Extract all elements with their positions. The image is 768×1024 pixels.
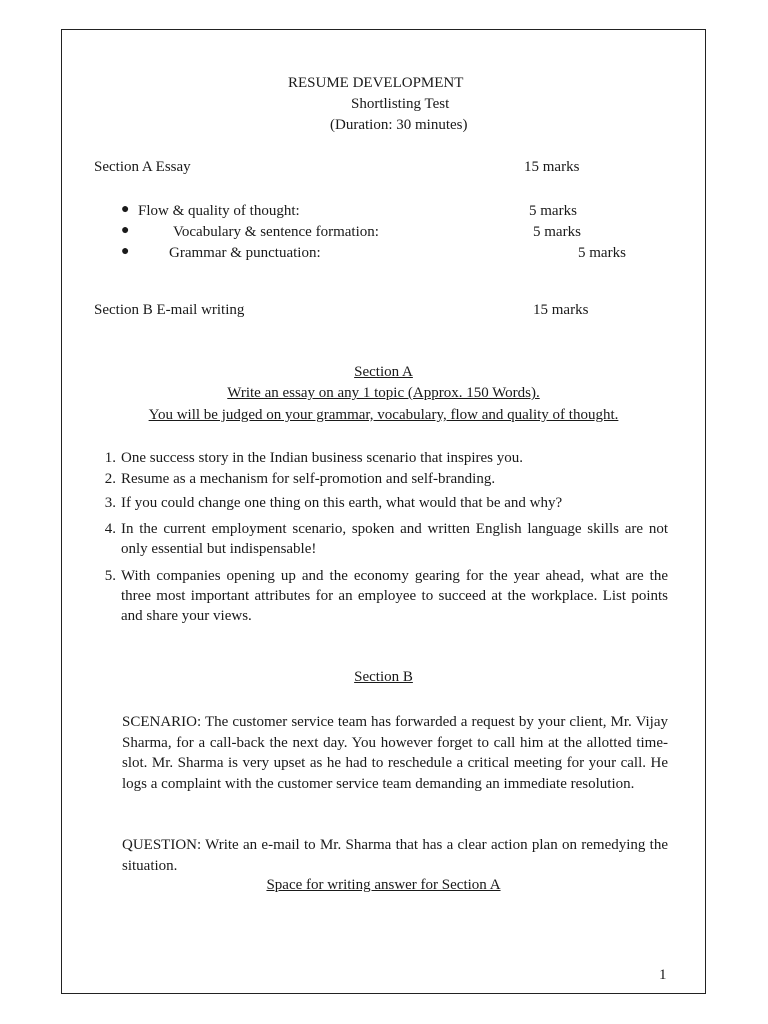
topic-number: 1.	[104, 450, 116, 466]
test-duration: (Duration: 30 minutes)	[330, 117, 468, 133]
essay-topic: Resume as a mechanism for self-promotion and self-branding.	[121, 471, 496, 487]
bullet-icon: ●	[121, 244, 130, 259]
section-a-heading: Section A	[354, 364, 413, 380]
criterion-label: Flow & quality of thought:	[138, 203, 300, 219]
summary-section-a-label: Section A Essay	[94, 159, 191, 175]
topic-number: 4.	[104, 521, 116, 537]
summary-section-b-marks: 15 marks	[533, 302, 589, 318]
section-a-judging-note: You will be judged on your grammar, vocabulary, flow and quality of thought.	[148, 407, 619, 423]
topic-number: 2.	[104, 471, 116, 487]
essay-topic: If you could change one thing on this earth, what would that be and why?	[121, 495, 563, 511]
document-subtitle: Shortlisting Test	[351, 96, 450, 112]
bullet-icon: ●	[121, 223, 130, 238]
section-b-heading: Section B	[354, 669, 413, 685]
essay-topic: In the current employment scenario, spoken and written English language skills are not only essential but indispensable!	[121, 521, 668, 557]
topic-number: 5.	[104, 568, 116, 584]
topic-number: 3.	[104, 495, 116, 511]
answer-space-label: Space for writing answer for Section A	[266, 877, 501, 893]
section-a-instruction: Write an essay on any 1 topic (Approx. 150 Words).	[227, 385, 540, 401]
summary-section-b-label: Section B E-mail writing	[94, 302, 245, 318]
criterion-label: Grammar & punctuation:	[169, 245, 321, 261]
essay-topic: One success story in the Indian business scenario that inspires you.	[121, 450, 524, 466]
scenario-paragraph: SCENARIO: The customer service team has forwarded a request by your client, Mr. Vijay Sharma, for a call-back the next day. You however forget to call him at the allotted time-slot. Mr. Sharma is very upset as he had to reschedule a critical meeting for your call. He logs a complaint with the customer service team demanding an immediate resolution.	[122, 714, 668, 792]
bullet-icon: ●	[121, 202, 130, 217]
criterion-label: Vocabulary & sentence formation:	[173, 224, 379, 240]
criterion-marks: 5 marks	[529, 203, 577, 219]
essay-topic: With companies opening up and the economy gearing for the year ahead, what are the three most important attributes for an employee to succeed at the workplace. List points and share your views.	[121, 568, 668, 624]
page-number: 1	[659, 967, 667, 983]
question-paragraph: QUESTION: Write an e-mail to Mr. Sharma that has a clear action plan on remedying the situation.	[122, 837, 668, 874]
criterion-marks: 5 marks	[533, 224, 581, 240]
criterion-marks: 5 marks	[578, 245, 626, 261]
summary-section-a-marks: 15 marks	[524, 159, 580, 175]
document-title: RESUME DEVELOPMENT	[288, 75, 464, 91]
